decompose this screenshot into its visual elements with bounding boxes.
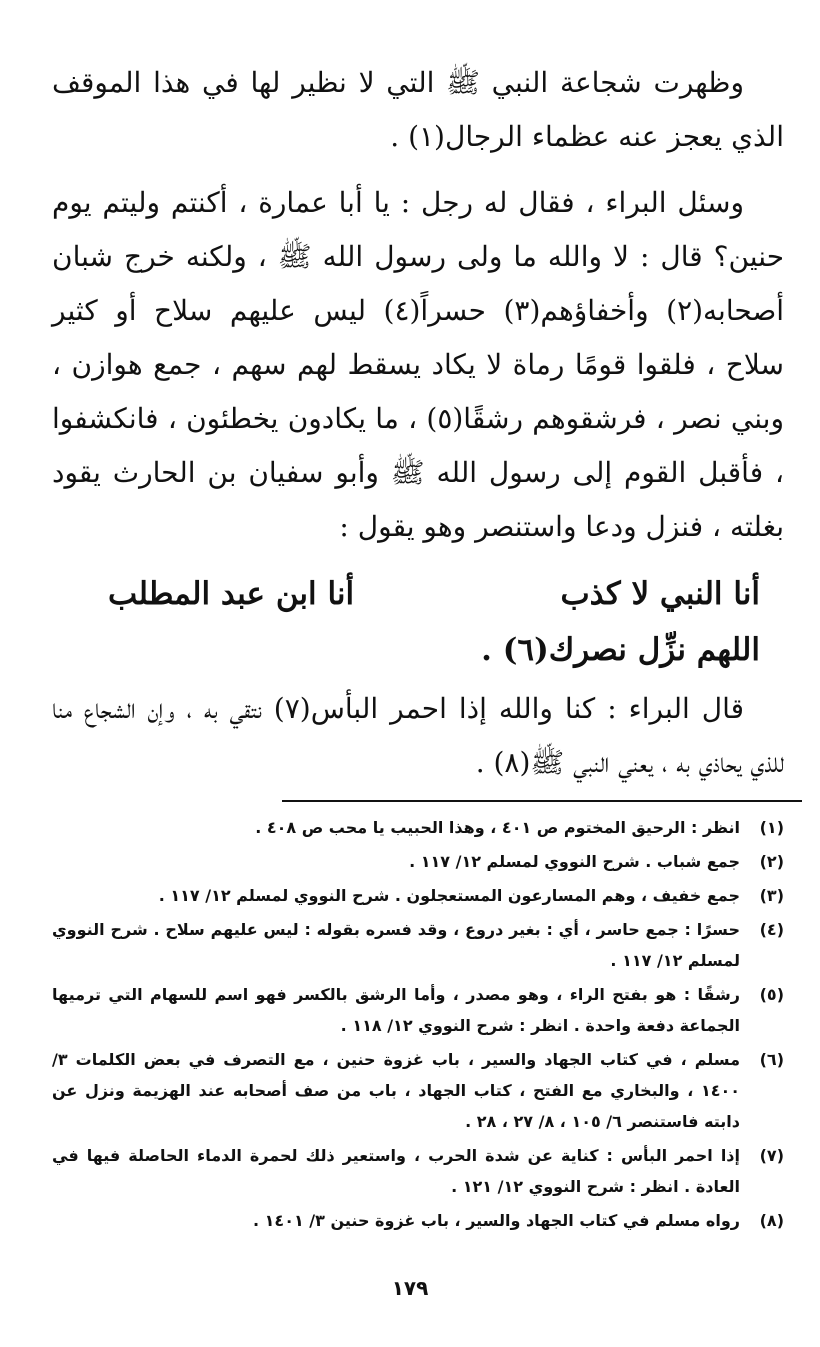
footnote-number: (٦) [759, 1050, 784, 1069]
footnote-text: رشقًا : هو بفتح الراء ، وهو مصدر ، وأما الرشق بالكسر فهو اسم للسهام التي ترميها الجماعة دفعة واحدة . انظر : شرح النووي ١٢/ ١١٨ . [52, 985, 740, 1035]
verse-line-1 [52, 566, 784, 622]
footnote-text: حسرًا : جمع حاسر ، أي : بغير دروع ، وقد فسره بقوله : ليس عليهم سلاح . شرح النووي لمسلم ١٢/ ١١٧ . [52, 920, 740, 970]
footnote-number: (١) [759, 818, 784, 837]
footnote [52, 1140, 784, 1202]
footnote-number: (٥) [759, 985, 784, 1004]
paragraph-1: وظهرت شجاعة النبي ﷺ التي لا نظير لها في هذا الموقف الذي يعجز عنه عظماء الرجال(١) . [52, 66, 784, 153]
footnote-text: مسلم ، في كتاب الجهاد والسير ، باب غزوة حنين ، مع التصرف في بعض الكلمات ٣/ ١٤٠٠ ، والبخاري مع الفتح ، كتاب الجهاد ، باب من صف أصحابه عند الهزيمة ونزل عن دابته فاستنصر ٦/ ١٠٥ ، ٨/ ٢٧ ، ٢٨ . [52, 1050, 740, 1131]
footnote [52, 979, 784, 1041]
footnote-number: (٨) [759, 1211, 784, 1230]
paragraph-2: وسئل البراء ، فقال له رجل : يا أبا عمارة ، أكنتم وليتم يوم حنين؟ قال : لا والله ما ولى رسول الله ﷺ ، ولكنه خرج شبان أصحابه(٢) وأخفاؤهم(٣) حسراً(٤) ليس عليهم سلاح أو كثير سلاح ، فلقوا قومًا رماة لا يكاد يسقط لهم سهم ، جمع هوازن ، وبني نصر ، فرشقوهم رشقًا(٥) ، ما يكادون يخطئون ، فانكشفوا ، فأقبل القوم إلى رسول الله ﷺ وأبو سفيان بن الحارث يقود بغلته ، فنزل ودعا واستنصر وهو يقول : [52, 186, 784, 543]
paragraph-3: قال البراء : كنا والله إذا احمر البأس(٧) نتقي به ، وإن الشجاع منا للذي يحاذي به ، يعني النبي ﷺ(٨) . [52, 692, 784, 779]
footnote [52, 812, 784, 843]
footnotes [52, 812, 784, 1239]
footnote-separator [282, 800, 802, 802]
footnote [52, 1044, 784, 1137]
footnote-text: رواه مسلم في كتاب الجهاد والسير ، باب غزوة حنين ٣/ ١٤٠١ . [253, 1211, 740, 1230]
verse-line-2: اللهم نزِّل نصرك(٦) . [481, 632, 760, 668]
verse-hemistich-1: أنا النبي لا كذب [560, 576, 760, 612]
footnote-number: (٢) [759, 852, 784, 871]
footnote [52, 846, 784, 877]
main-text [52, 56, 784, 802]
footnote-number: (٧) [759, 1146, 784, 1165]
footnote-text: إذا احمر البأس : كناية عن شدة الحرب ، واستعير ذلك لحمرة الدماء الحاصلة فيها في العادة . انظر : شرح النووي ١٢/ ١٢١ . [52, 1146, 740, 1196]
footnote [52, 880, 784, 911]
footnote-number: (٣) [759, 886, 784, 905]
poetry-verse [52, 566, 784, 678]
footnote [52, 1205, 784, 1236]
page-number: ١٧٩ [391, 1276, 429, 1300]
footnote-text: انظر : الرحيق المختوم ص ٤٠١ ، وهذا الحبيب يا محب ص ٤٠٨ . [255, 818, 740, 837]
verse-hemistich-2: أنا ابن عبد المطلب [108, 576, 355, 612]
footnote [52, 914, 784, 976]
footnote-text: جمع شباب . شرح النووي لمسلم ١٢/ ١١٧ . [409, 852, 740, 871]
footnote-number: (٤) [759, 920, 784, 939]
footnote-text: جمع خفيف ، وهم المسارعون المستعجلون . شرح النووي لمسلم ١٢/ ١١٧ . [158, 886, 740, 905]
